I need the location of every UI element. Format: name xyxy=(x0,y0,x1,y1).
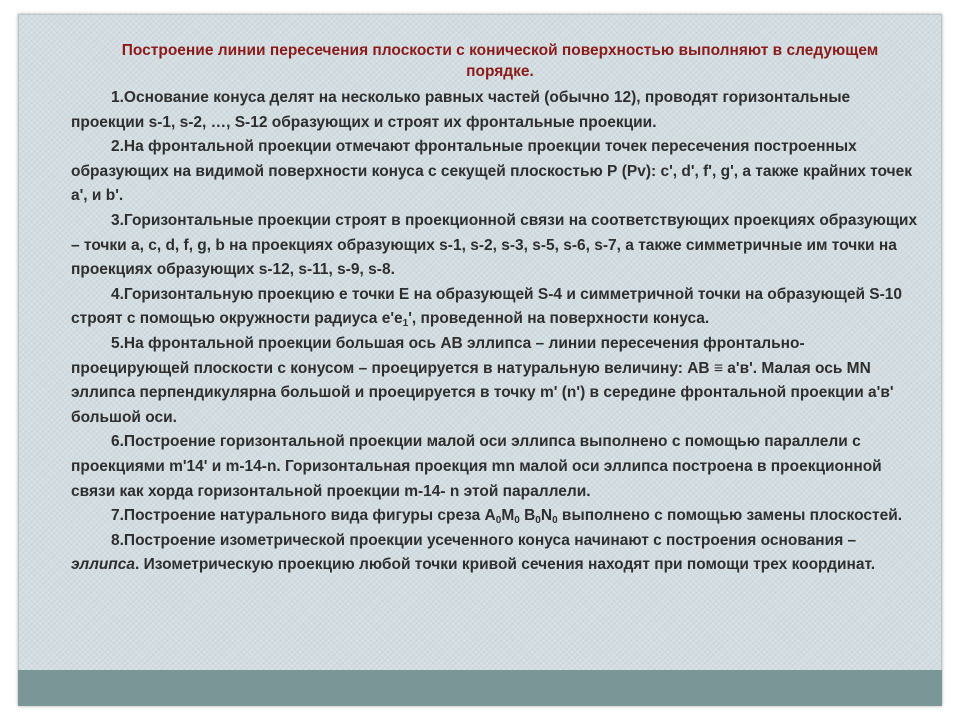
step-7-text-e: выполнено с помощью замены плоскостей. xyxy=(557,507,903,525)
slide-title: Построение линии пересечения плоскости с конической поверхностью выполняют в следующем порядке. xyxy=(121,42,879,80)
step-8-emphasis: эллипса xyxy=(71,556,136,574)
step-1: 1.Основание конуса делят на несколько равных частей (обычно 12), проводят горизонтальные проекции s-1, s-2, …, S-12 образующих и строят их фронтальные проекции. xyxy=(71,89,851,131)
slide-body xyxy=(71,86,921,578)
step-7-text-b: M xyxy=(501,507,515,525)
step-7 xyxy=(71,504,921,529)
step-6: 6.Построение горизонтальной проекции малой оси эллипса выполнено с помощью параллели с проекциями m'14' и m-14-n. Горизонтальная проекция mn малой оси эллипса построена в проекционной связи как хорда горизонтальной проекции m-14- n этой параллели. xyxy=(71,433,882,500)
step-3: 3.Горизонтальные проекции строят в проекционной связи на соответствующих проекциях образующих – точки a, c, d, f, g, b на проекциях образующих s-1, s-2, s-3, s-5, s-6, s-7, а также симметричные им точки на проекциях образующих s-12, s-11, s-9, s-8. xyxy=(71,211,918,279)
step-7-sub-4: 0 xyxy=(552,515,558,527)
step-7-sub-3: 0 xyxy=(535,515,541,527)
step-4-text-b: ', проведенной на поверхности конуса. xyxy=(408,310,710,328)
step-7-text-c: В xyxy=(519,507,536,525)
step-8-text-a: 8.Построение изометрической проекции усеченного конуса начинают с построения основания – xyxy=(111,531,857,549)
step-2: 2.На фронтальной проекции отмечают фронтальные проекции точек пересечения построенных образующих на видимой поверхности конуса с секущей плоскостью Р (Рv): с', d', f', g', а также крайних точек а', и b'. xyxy=(71,138,913,205)
slide-bottom-band xyxy=(18,670,942,706)
step-8 xyxy=(71,529,921,578)
step-7-text-d: N xyxy=(540,507,553,525)
step-4-text-a: 4.Горизонтальную проекцию е точки Е на образующей S-4 и симметричной точки на образующей S-10 строят с помощью окружности радиуса е'е xyxy=(71,285,903,328)
step-7-sub-1: 0 xyxy=(495,515,502,527)
step-4 xyxy=(71,283,921,332)
step-4-subscript: 1 xyxy=(402,318,409,330)
step-8-text-b: . Изометрическую проекцию любой точки кривой сечения находят при помощи трех координат. xyxy=(135,556,876,574)
step-7-text-a: 7.Построение натурального вида фигуры среза А xyxy=(111,507,496,525)
step-5: 5.На фронтальной проекции большая ось АВ эллипса – линии пересечения фронтально-проецирующей плоскости с конусом – проецируется в натуральную величину: АВ ≡ а'в'. Малая ось MN эллипса перпендикулярна большой и проецируется в точку m' (n') в середине фронтальной проекции а'в' большой оси. xyxy=(71,334,894,426)
step-7-sub-2: 0 xyxy=(514,515,520,527)
